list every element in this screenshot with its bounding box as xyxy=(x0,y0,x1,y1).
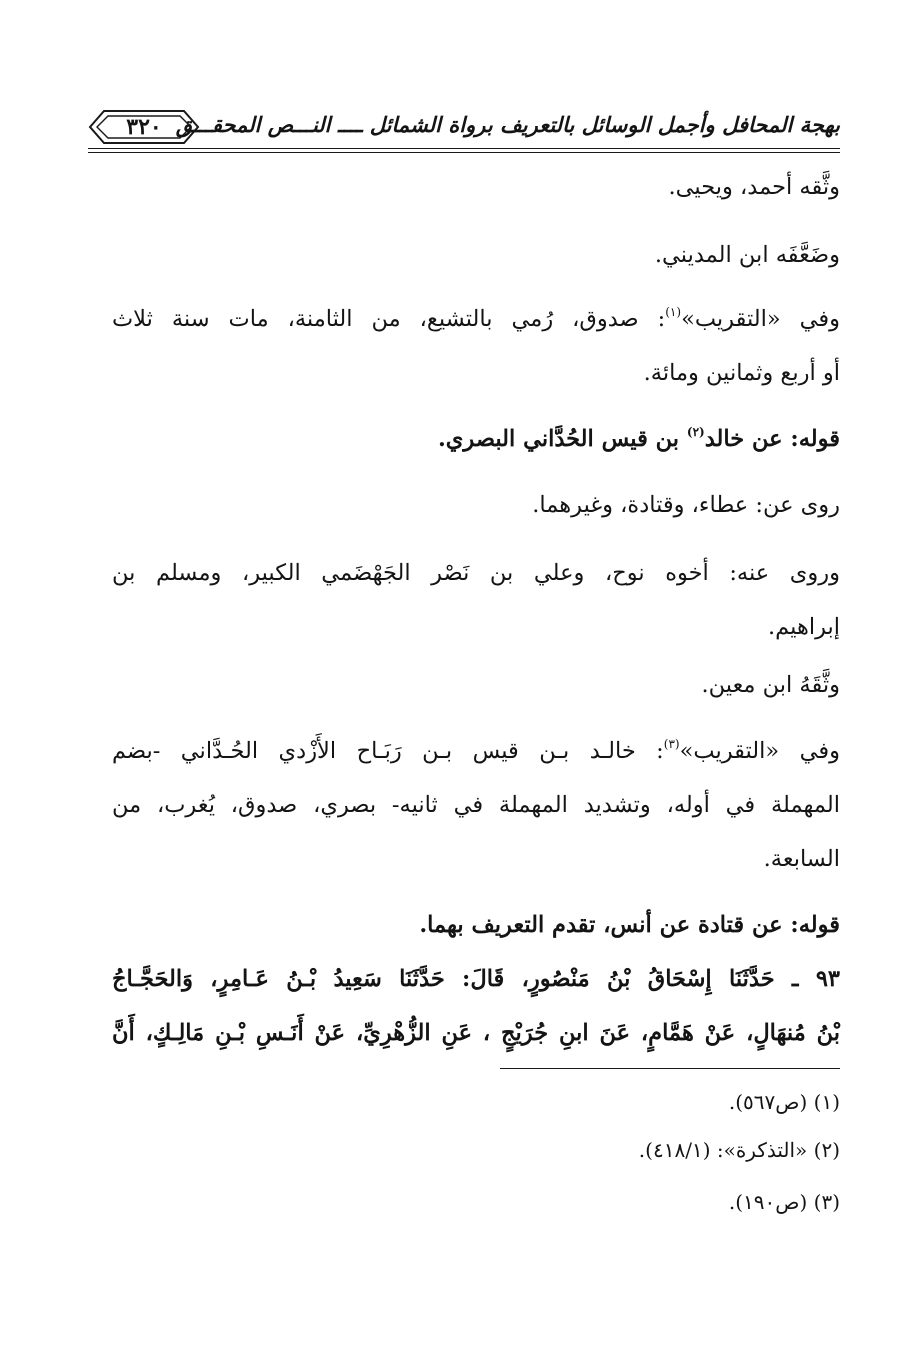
hadith-line: بْنُ مُنهَالٍ، عَنْ هَمَّامٍ، عَنَ ابنِ جُرَيْجٍ ، عَنِ الزُّهْرِيِّ، عَنْ أَنَـسِ بْـنِ مَالِـكٍ، أَنَّ xyxy=(112,1020,840,1046)
citation-text: : خالـد بـن قيس بـن رَبَـاح الأَزْدي الحُـدَّاني -بضم xyxy=(112,738,664,764)
citation-text: وفي «التقريب» xyxy=(679,738,841,764)
footnote: (٢) «التذكرة»: (٤١٨/١). xyxy=(638,1138,840,1162)
text-line: وثَّقه أحمد، ويحيى. xyxy=(668,174,840,200)
text-line: وثَّقَهُ ابن معين. xyxy=(701,672,840,698)
heading-rest: بن قيس الحُدَّاني البصري. xyxy=(437,426,687,452)
text-line xyxy=(112,292,840,347)
header-rule xyxy=(88,148,840,149)
footnote-ref: (٣) xyxy=(663,737,680,751)
running-header xyxy=(88,104,840,152)
footnote-ref: (١) xyxy=(665,305,682,319)
header-rule-inner xyxy=(88,152,840,153)
citation-text: وفي «التقريب» xyxy=(681,306,840,332)
citation-text: : صدوق، رُمي بالتشيع، من الثامنة، مات سنة ثلاث xyxy=(112,306,666,332)
page-number: ٣٢٠ xyxy=(126,114,162,140)
header-title: بهجة المحافل وأجمل الوسائل بالتعريف برواة الشمائل ــــ النـــص المحقـــق xyxy=(175,112,840,137)
section-heading: قوله: عن قتادة عن أنس، تقدم التعريف بهما. xyxy=(419,912,840,938)
text-line xyxy=(112,724,840,779)
text-line: المهملة في أوله، وتشديد المهملة في ثانيه- بصري، صدوق، يُغرب، من xyxy=(112,792,840,818)
heading-label: قوله: عن خالد xyxy=(704,426,840,452)
text-line: روى عن: عطاء، وقتادة، وغيرهما. xyxy=(532,492,840,518)
footnote: (٣) (ص١٩٠). xyxy=(728,1190,840,1214)
text-line: وروى عنه: أخوه نوح، وعلي بن نَصْر الجَهْضَمي الكبير، ومسلم بن xyxy=(112,560,840,586)
text-line: إبراهيم. xyxy=(768,614,840,640)
footnote-separator xyxy=(500,1068,840,1069)
footnote-ref: (٢) xyxy=(686,425,705,439)
text-line: السابعة. xyxy=(763,846,840,872)
text-line: وضَعَّفَه ابن المديني. xyxy=(654,242,840,268)
footnote: (١) (ص٥٦٧). xyxy=(728,1090,840,1114)
hadith-line: ٩٣ ـ حَدَّثَنَا إِسْحَاقُ بْنُ مَنْصُورٍ، قَالَ: حَدَّثَنَا سَعِيدُ بْـنُ عَـامِرٍ، وَالحَجَّـاجُ xyxy=(112,966,840,992)
section-heading xyxy=(438,412,840,467)
text-line: أو أربع وثمانين ومائة. xyxy=(643,360,840,386)
